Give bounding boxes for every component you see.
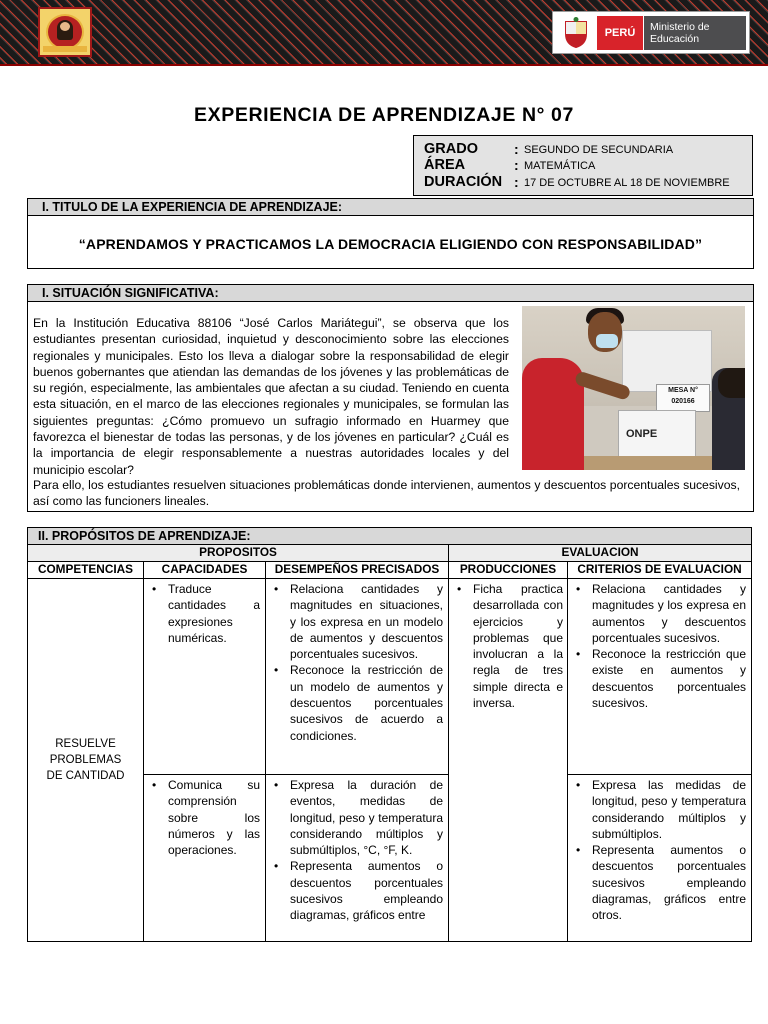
desempenos-clip <box>266 775 448 940</box>
mesa-label: MESA N° <box>668 387 698 394</box>
info-colon: : <box>514 141 519 157</box>
school-logo <box>38 7 92 57</box>
info-key: DURACIÓN <box>424 174 503 190</box>
desempeno-item: • Reconoce la restricción de un modelo de aumentos y descuentos porcentuales sucesivos de acuerdo a condiciones. <box>290 662 443 743</box>
election-photo <box>522 306 745 470</box>
capacidad-item: • Traduce cantidades a expresiones numéricas. <box>168 581 260 646</box>
info-key: ÁREA <box>424 157 466 173</box>
criterio-item: • Expresa las medidas de longitud, peso y temperatura considerando múltiplos y submúltiplos. <box>592 777 746 842</box>
voter-body <box>522 358 584 470</box>
desempenos-cell <box>266 579 449 775</box>
situation-text: En la Institución Educativa 88106 “José Carlos Mariátegui”, se observa que los estudiantes presentan curiosidad, inquietud y desconocimiento sobre las elecciones regionales y municipales. Esto los lleva a dialogar sobre la responsabilidad de elegir buenos gobernantes que atiendan las demandas de los jóvenes y las problemáticas de su región, especialmente, las ambientales que afectan a su ciudad. Teniendo en cuenta esta situación, en el marco de las elecciones regionales y municipales, se formulan las siguientes preguntas: ¿Cómo promuevo un sufragio informado en Huarmey que favorezca el bienestar de todas las personas, y de los jóvenes en particular? ¿Cuál es la importancia de elegir responsablemente a nuestras autoridades locales y del municipio escolar? <box>33 316 509 477</box>
capacidad-cell <box>144 775 266 942</box>
producciones-cell <box>449 579 568 942</box>
school-logo-ribbon <box>43 46 87 52</box>
info-value: SEGUNDO DE SECUNDARIA <box>524 144 674 156</box>
group-evaluacion: EVALUACION <box>449 545 752 562</box>
info-box <box>413 135 753 196</box>
capacidad-item: • Comunica su comprensión sobre los números y las operaciones. <box>168 777 260 858</box>
info-value: MATEMÁTICA <box>524 160 596 172</box>
column-header: CAPACIDADES <box>144 562 266 579</box>
propositos-table <box>27 527 752 942</box>
desempeno-item: • Relaciona cantidades y magnitudes en situaciones, y los expresa en un modelo de aumentos y descuentos porcentuales sucesivos. <box>290 581 443 662</box>
competencia-cell <box>28 579 144 942</box>
criterios-cell <box>568 579 752 775</box>
criterio-item: • Representa aumentos o descuentos porcentuales sucesivos empleando diagramas, gráficos entre otros. <box>592 842 746 923</box>
school-logo-face <box>60 22 70 31</box>
page-title: EXPERIENCIA DE APRENDIZAJE N° 07 <box>194 104 574 126</box>
section-heading: I. SITUACIÓN SIGNIFICATIVA: <box>28 285 753 302</box>
produccion-item: • Ficha practica desarrollada con ejercicios y problemas que involucran a la regla de tres simple directa e inversa. <box>473 581 563 711</box>
info-colon: : <box>514 157 519 173</box>
info-value: 17 DE OCTUBRE AL 18 DE NOVIEMBRE <box>524 177 730 189</box>
column-header: COMPETENCIAS <box>28 562 144 579</box>
situation-tail: Para ello, los estudiantes resuelven situaciones problemáticas donde intervienen, aumentos y descuentos porcentuales sucesivos, así como las funcioners lineales. <box>33 478 740 509</box>
mesa-number: 020166 <box>671 398 695 405</box>
desempenos-cell <box>266 775 449 942</box>
column-header: DESEMPEÑOS PRECISADOS <box>266 562 449 579</box>
section-titulo <box>27 198 754 269</box>
coat-of-arms-icon <box>559 16 593 50</box>
column-header: CRITERIOS DE EVALUACION <box>568 562 752 579</box>
desempeno-item: • Expresa la duración de eventos, medidas de longitud, peso y temperatura considerando múltiplos y submúltiplos, °C, °F, K. <box>290 777 443 858</box>
competencia-text: RESUELVE PROBLEMAS DE CANTIDAD <box>46 738 125 782</box>
header-banner <box>0 0 768 66</box>
mesa-card <box>656 384 710 412</box>
desempeno-item: • Representa aumentos o descuentos porcentuales sucesivos empleando diagramas, gráficos entre <box>290 858 443 923</box>
info-colon: : <box>514 174 519 190</box>
official-head <box>718 368 745 398</box>
ministry-label: Ministerio de Educación <box>644 16 746 50</box>
criterio-item: • Relaciona cantidades y magnitudes y los expresa en aumentos y descuentos porcentuales sucesivos. <box>592 581 746 646</box>
capacidad-cell <box>144 579 266 775</box>
criterio-item: • Reconoce la restricción que existe en aumentos y descuentos porcentuales sucesivos. <box>592 646 746 711</box>
onpe-label: ONPE <box>626 428 658 440</box>
voting-booth <box>622 330 712 392</box>
criterios-cell <box>568 775 752 942</box>
experience-title: “APRENDAMOS Y PRACTICAMOS LA DEMOCRACIA ELIGIENDO CON RESPONSABILIDAD” <box>78 236 703 252</box>
section-heading: II. PROPÓSITOS DE APRENDIZAJE: <box>28 528 752 545</box>
peru-label: PERÚ <box>597 16 643 50</box>
column-header: PRODUCCIONES <box>449 562 568 579</box>
info-key: GRADO <box>424 141 478 157</box>
voter-mask <box>596 334 618 348</box>
ministry-logo <box>552 11 750 54</box>
group-propositos: PROPOSITOS <box>28 545 449 562</box>
section-heading: I. TITULO DE LA EXPERIENCIA DE APRENDIZAJE: <box>28 199 753 216</box>
